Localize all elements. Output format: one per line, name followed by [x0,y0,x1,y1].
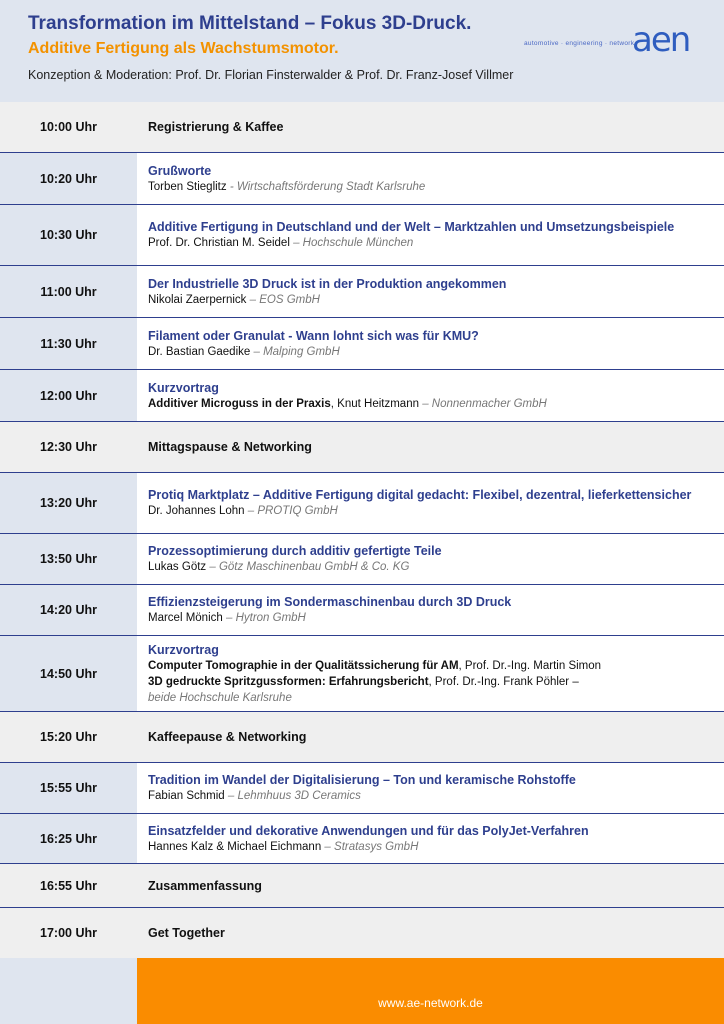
speaker: , Knut Heitzmann [330,397,419,410]
event-credits: Konzeption & Moderation: Prof. Dr. Florian Finsterwalder & Prof. Dr. Franz-Josef Villmer [28,68,514,82]
organization: – Hytron GmbH [222,612,306,624]
time-label: 14:20 Uhr [40,603,97,617]
session-content [148,163,704,195]
schedule-row [0,102,724,153]
speaker: Nikolai Zaerpernick [148,293,247,306]
talk-topic: 3D gedruckte Spritzgussformen: Erfahrungsbericht [148,675,429,688]
session-label: Zusammenfassung [148,878,262,893]
time-label: 12:30 Uhr [40,440,97,454]
speaker: Hannes Kalz & Michael Eichmann [148,840,322,853]
session-content [148,642,704,706]
schedule-row [0,763,724,814]
time-label: 10:20 Uhr [40,171,97,186]
footer-bar [137,958,724,1024]
header [0,0,724,102]
time-label: 10:00 Uhr [40,120,97,134]
session-content [148,276,704,308]
schedule-row [0,318,724,370]
session-label: Get Together [148,926,225,940]
schedule-row [0,814,724,864]
event-subtitle: Additive Fertigung als Wachstumsmotor. [28,40,339,57]
logo-tagline: automotive · engineering · network [524,40,635,47]
organization: – Nonnenmacher GmbH [419,397,547,410]
schedule-row [0,712,724,763]
speaker: Prof. Dr. Christian M. Seidel [148,237,290,249]
time-label: 16:25 Uhr [40,831,97,846]
schedule-row [0,636,724,712]
session-label: Kaffeepause & Networking [148,730,307,744]
time-label: 11:30 Uhr [40,336,97,351]
footer [0,958,724,1024]
speaker: , Prof. Dr.-Ing. Martin Simon [458,659,602,672]
time-label: 13:50 Uhr [40,552,97,566]
schedule-row [0,266,724,318]
talk-topic: Computer Tomographie in der Qualitätssicherung für AM [148,659,459,672]
time-label: 17:00 Uhr [40,926,97,940]
speaker: Torben Stieglitz [148,180,227,193]
organization: - Wirtschaftsförderung Stadt Karlsruhe [226,180,426,193]
speaker: Marcel Mönich [148,612,223,624]
time-label: 14:50 Uhr [40,666,97,681]
session-title: Prozessoptimierung durch additiv gefertigte Teile [148,544,442,558]
aen-logo [524,20,704,64]
organization: – Lehmhuus 3D Ceramics [224,790,361,802]
organization: – PROTIQ GmbH [244,505,338,517]
time-label: 15:55 Uhr [40,781,97,795]
session-title: Tradition im Wandel der Digitalisierung – Ton und keramische Rohstoffe [148,773,576,787]
session-title: Protiq Marktplatz – Additive Fertigung digital gedacht: Flexibel, dezentral, lieferkettensicher [148,488,692,502]
session-content [148,328,704,360]
organization: – Hochschule München [289,237,414,249]
speaker: Fabian Schmid [148,790,225,802]
session-label: Mittagspause & Networking [148,440,312,454]
speaker: , Prof. Dr.-Ing. Frank Pöhler – [428,675,579,688]
schedule-row [0,585,724,636]
session-content [148,823,704,855]
talk-topic: Additiver Microguss in der Praxis [148,397,331,410]
logo-mark: aen [632,20,690,60]
website-link[interactable]: www.ae-network.de [378,996,483,1010]
session-content [148,487,704,519]
session-title: Effizienzsteigerung im Sondermaschinenbau durch 3D Druck [148,595,512,609]
schedule-row [0,864,724,908]
session-content [148,772,704,804]
time-label: 10:30 Uhr [40,228,97,242]
speaker: Dr. Bastian Gaedike [148,345,251,358]
speaker: Dr. Johannes Lohn [148,505,245,517]
session-title: Additive Fertigung in Deutschland und der Welt – Marktzahlen und Umsetzungsbeispiele [148,220,675,234]
organization: – Malping GmbH [250,345,340,358]
organization: – Götz Maschinenbau GmbH & Co. KG [206,561,410,573]
event-title: Transformation im Mittelstand – Fokus 3D-Druck. [28,13,472,34]
schedule-row [0,370,724,422]
organization: – EOS GmbH [246,293,320,306]
schedule-row [0,473,724,534]
session-label: Registrierung & Kaffee [148,120,284,134]
session-content [148,380,704,412]
schedule-row [0,205,724,266]
session-title: Grußworte [148,163,212,178]
schedule-row [0,422,724,473]
time-label: 15:20 Uhr [40,730,97,744]
session-content [148,594,704,626]
session-title: Einsatzfelder und dekorative Anwendungen und für das PolyJet-Verfahren [148,823,589,838]
session-content [148,219,704,251]
schedule-row [0,534,724,585]
time-label: 12:00 Uhr [40,388,97,403]
time-label: 13:20 Uhr [40,496,97,510]
organization: beide Hochschule Karlsruhe [148,691,292,704]
session-content [148,543,704,575]
session-title: Kurzvortrag [148,642,219,657]
organization: – Stratasys GmbH [321,840,419,853]
session-title: Der Industrielle 3D Druck ist in der Produktion angekommen [148,276,507,291]
time-label: 16:55 Uhr [40,878,97,893]
speaker: Lukas Götz [148,561,207,573]
session-title: Kurzvortrag [148,380,219,395]
time-label: 11:00 Uhr [40,284,97,299]
schedule-row [0,153,724,205]
schedule-row [0,908,724,958]
session-title: Filament oder Granulat - Wann lohnt sich was für KMU? [148,328,479,343]
